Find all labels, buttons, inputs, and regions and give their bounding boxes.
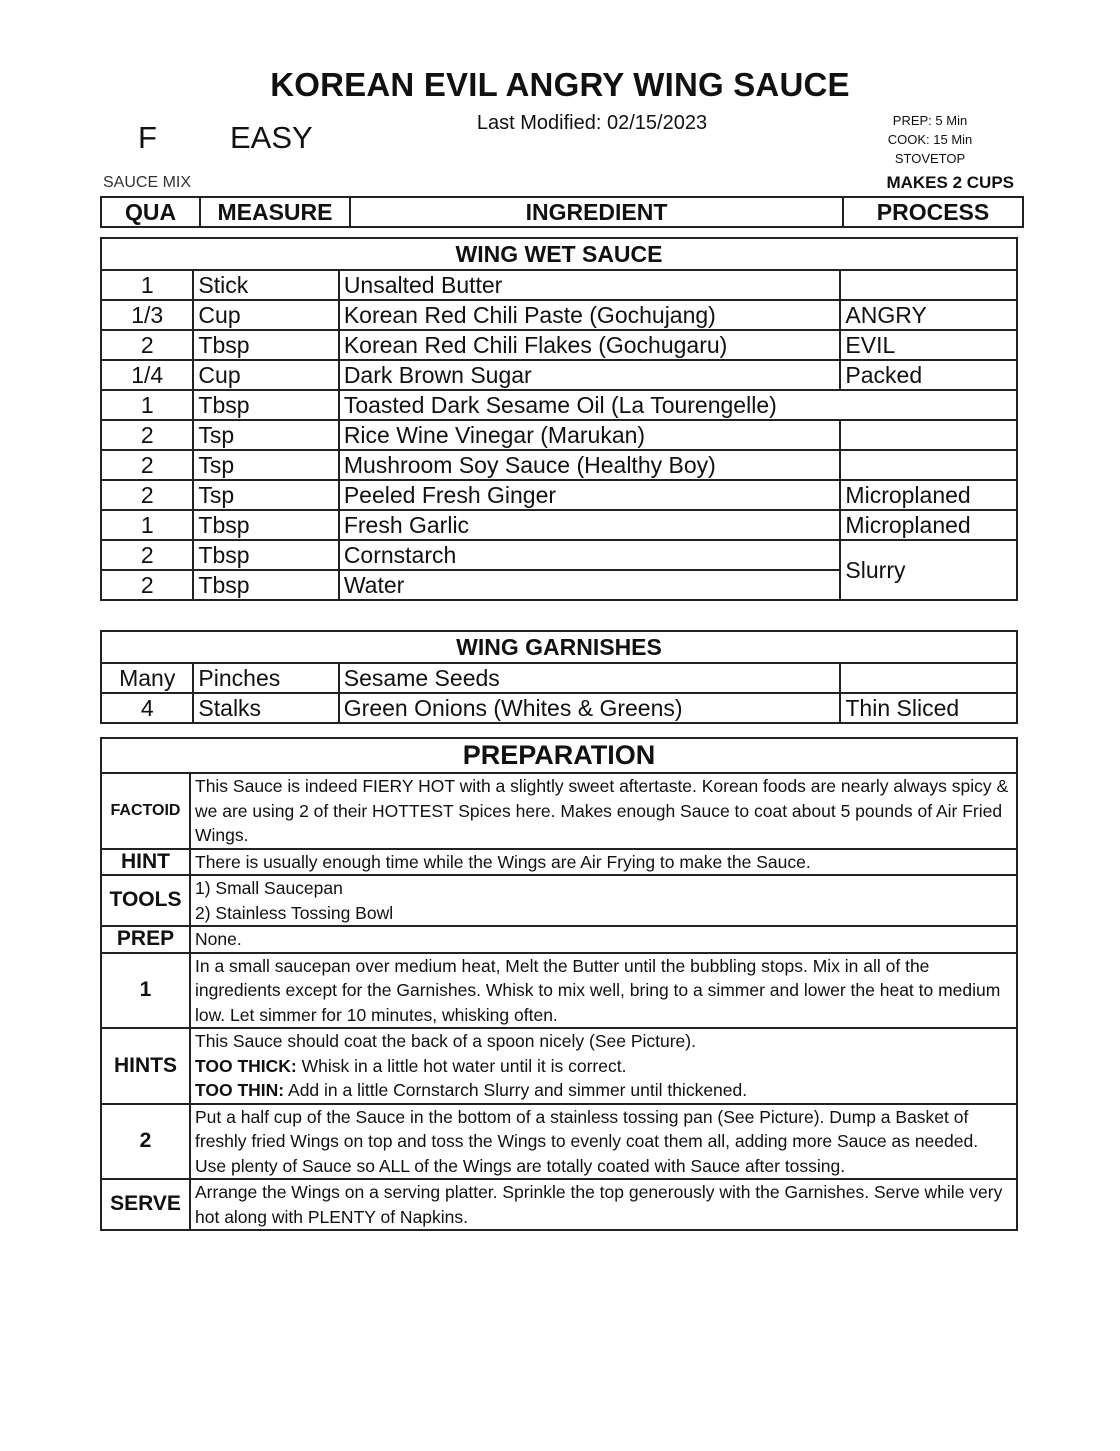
ingredient-qty: 2: [101, 420, 193, 450]
ingredient-name: Fresh Garlic: [339, 510, 841, 540]
prep-row-step-2: [101, 1104, 1017, 1180]
ingredient-name: Rice Wine Vinegar (Marukan): [339, 420, 841, 450]
ingredient-name: Peeled Fresh Ginger: [339, 480, 841, 510]
prep-label: PREP: [101, 926, 190, 953]
prep-row-prep: [101, 926, 1017, 953]
prep-label: HINT: [101, 849, 190, 876]
prep-label: TOOLS: [101, 875, 190, 926]
tool-item: 1) Small Saucepan: [195, 878, 343, 898]
ingredient-name: Toasted Dark Sesame Oil (La Tourengelle): [339, 390, 1017, 420]
last-modified: Last Modified: 02/15/2023: [476, 112, 708, 134]
prep-text: This Sauce is indeed FIERY HOT with a slightly sweet aftertaste. Korean foods are nearly always spicy & we are using 2 of their HOTTEST Spices here. Makes enough Sauce to coat about 5 pounds of Air Fried Wings.: [190, 773, 1017, 849]
ingredient-row: [101, 540, 1017, 570]
ingredient-qty: 2: [101, 480, 193, 510]
garnishes-title: WING GARNISHES: [101, 631, 1017, 663]
prep-row-serve: [101, 1179, 1017, 1230]
ingredient-row: [101, 330, 1017, 360]
too-thin-text: Add in a little Cornstarch Slurry and simmer until thickened.: [284, 1080, 748, 1100]
ingredient-measure: Tsp: [193, 450, 338, 480]
ingredient-measure: Tsp: [193, 480, 338, 510]
ingredient-process: [840, 420, 1017, 450]
cook-method: STOVETOP: [894, 151, 966, 166]
too-thin-label: TOO THIN:: [195, 1080, 285, 1100]
tool-item: 2) Stainless Tossing Bowl: [195, 902, 394, 923]
prep-row-tools: [101, 875, 1017, 926]
ingredient-measure: Tbsp: [193, 330, 338, 360]
ingredient-measure: Tbsp: [193, 510, 338, 540]
ingredient-process: ANGRY: [840, 300, 1017, 330]
ingredient-name: Dark Brown Sugar: [339, 360, 841, 390]
prep-text: Arrange the Wings on a serving platter. Sprinkle the top generously with the Garnishes. Serve while very hot along with PLENTY of Napkins.: [190, 1179, 1017, 1230]
ingredient-process: Packed: [840, 360, 1017, 390]
ingredient-name: Green Onions (Whites & Greens): [339, 693, 841, 723]
recipe-title: KOREAN EVIL ANGRY WING SAUCE: [270, 66, 850, 103]
ingredient-row: [101, 480, 1017, 510]
ingredient-qty: 1/3: [101, 300, 193, 330]
ingredient-name: Unsalted Butter: [339, 270, 841, 300]
ingredient-process: [840, 270, 1017, 300]
prep-text: In a small saucepan over medium heat, Melt the Butter until the bubbling stops. Mix in all of the ingredients except for the Garnishes. Whisk to mix well, bring to a simmer and lower the heat to medium low. Let simmer for 10 minutes, whisking often.: [190, 953, 1017, 1029]
prep-text: There is usually enough time while the Wings are Air Frying to make the Sauce.: [190, 849, 1017, 876]
ingredient-process: Slurry: [840, 540, 1017, 600]
hints-too-thin: [195, 1078, 1012, 1103]
ingredient-measure: Cup: [193, 300, 338, 330]
prep-label: SERVE: [101, 1179, 190, 1230]
ingredient-row: [101, 360, 1017, 390]
ingredient-qty: Many: [101, 663, 193, 693]
ingredient-row: [101, 390, 1017, 420]
preparation-table: [100, 737, 1018, 1231]
ingredient-row: [101, 420, 1017, 450]
prep-label: FACTOID: [101, 773, 190, 849]
ingredient-row: [101, 450, 1017, 480]
recipe-difficulty: EASY: [230, 120, 313, 155]
ingredient-measure: Cup: [193, 360, 338, 390]
ingredient-row: [101, 300, 1017, 330]
cook-time: COOK: 15 Min: [887, 132, 973, 147]
ingredient-measure: Tbsp: [193, 570, 338, 600]
wet-sauce-title: WING WET SAUCE: [101, 238, 1017, 270]
prep-row-hint: [101, 849, 1017, 876]
ingredient-name: Cornstarch: [339, 540, 841, 570]
ingredient-name: Water: [339, 570, 841, 600]
ingredient-measure: Stick: [193, 270, 338, 300]
prep-row-factoid: [101, 773, 1017, 849]
ingredient-row: [101, 510, 1017, 540]
ingredient-process: [840, 450, 1017, 480]
ingredient-qty: 1: [101, 390, 193, 420]
too-thick-text: Whisk in a little hot water until it is correct.: [296, 1055, 627, 1076]
ingredient-process: EVIL: [840, 330, 1017, 360]
ingredient-qty: 2: [101, 540, 193, 570]
header-ingredient: INGREDIENT: [350, 197, 843, 227]
too-thick-label: TOO THICK:: [195, 1055, 297, 1076]
ingredient-row: [101, 663, 1017, 693]
ingredient-qty: 1: [101, 270, 193, 300]
ingredient-process: Thin Sliced: [840, 693, 1017, 723]
ingredient-measure: Tsp: [193, 420, 338, 450]
ingredient-name: Sesame Seeds: [339, 663, 841, 693]
ingredient-name: Korean Red Chili Flakes (Gochugaru): [339, 330, 841, 360]
prep-label: 1: [101, 953, 190, 1029]
ingredient-measure: Tbsp: [193, 390, 338, 420]
prep-text: [190, 875, 1017, 926]
prep-label: HINTS: [101, 1028, 190, 1104]
time-info: [860, 111, 1000, 168]
ingredient-process: Microplaned: [840, 480, 1017, 510]
ingredient-qty: 4: [101, 693, 193, 723]
ingredient-process: Microplaned: [840, 510, 1017, 540]
ingredient-qty: 1/4: [101, 360, 193, 390]
ingredient-qty: 1: [101, 510, 193, 540]
prep-row-step-1: [101, 953, 1017, 1029]
recipe-yield: MAKES 2 CUPS: [886, 173, 1014, 192]
ingredient-qty: 2: [101, 330, 193, 360]
prep-row-hints: [101, 1028, 1017, 1104]
section-label: SAUCE MIX: [103, 174, 192, 191]
wet-sauce-table: [100, 237, 1018, 601]
preparation-title: PREPARATION: [101, 738, 1017, 773]
ingredient-name: Mushroom Soy Sauce (Healthy Boy): [339, 450, 841, 480]
prep-label: 2: [101, 1104, 190, 1180]
hints-too-thick: [195, 1054, 1012, 1079]
ingredient-measure: Tbsp: [193, 540, 338, 570]
ingredient-qty: 2: [101, 570, 193, 600]
prep-time: PREP: 5 Min: [892, 113, 968, 128]
ingredient-qty: 2: [101, 450, 193, 480]
column-header-table: [100, 196, 1024, 228]
ingredient-measure: Stalks: [193, 693, 338, 723]
hints-line: This Sauce should coat the back of a spoon nicely (See Picture).: [195, 1031, 696, 1051]
header-measure: MEASURE: [200, 197, 350, 227]
prep-text: Put a half cup of the Sauce in the bottom of a stainless tossing pan (See Picture). Dump a Basket of freshly fried Wings on top and toss the Wings to evenly coat them all, adding more Sauce as needed. Use plenty of Sauce so ALL of the Wings are totally coated with Sauce after tossing.: [190, 1104, 1017, 1180]
recipe-grade: F: [138, 120, 157, 155]
prep-text: None.: [190, 926, 1017, 953]
prep-text: [190, 1028, 1017, 1104]
ingredient-row: [101, 270, 1017, 300]
ingredient-name: Korean Red Chili Paste (Gochujang): [339, 300, 841, 330]
header-process: PROCESS: [843, 197, 1023, 227]
header-qua: QUA: [101, 197, 200, 227]
ingredient-row: [101, 693, 1017, 723]
garnishes-table: [100, 630, 1018, 724]
ingredient-measure: Pinches: [193, 663, 338, 693]
ingredient-process: [840, 663, 1017, 693]
